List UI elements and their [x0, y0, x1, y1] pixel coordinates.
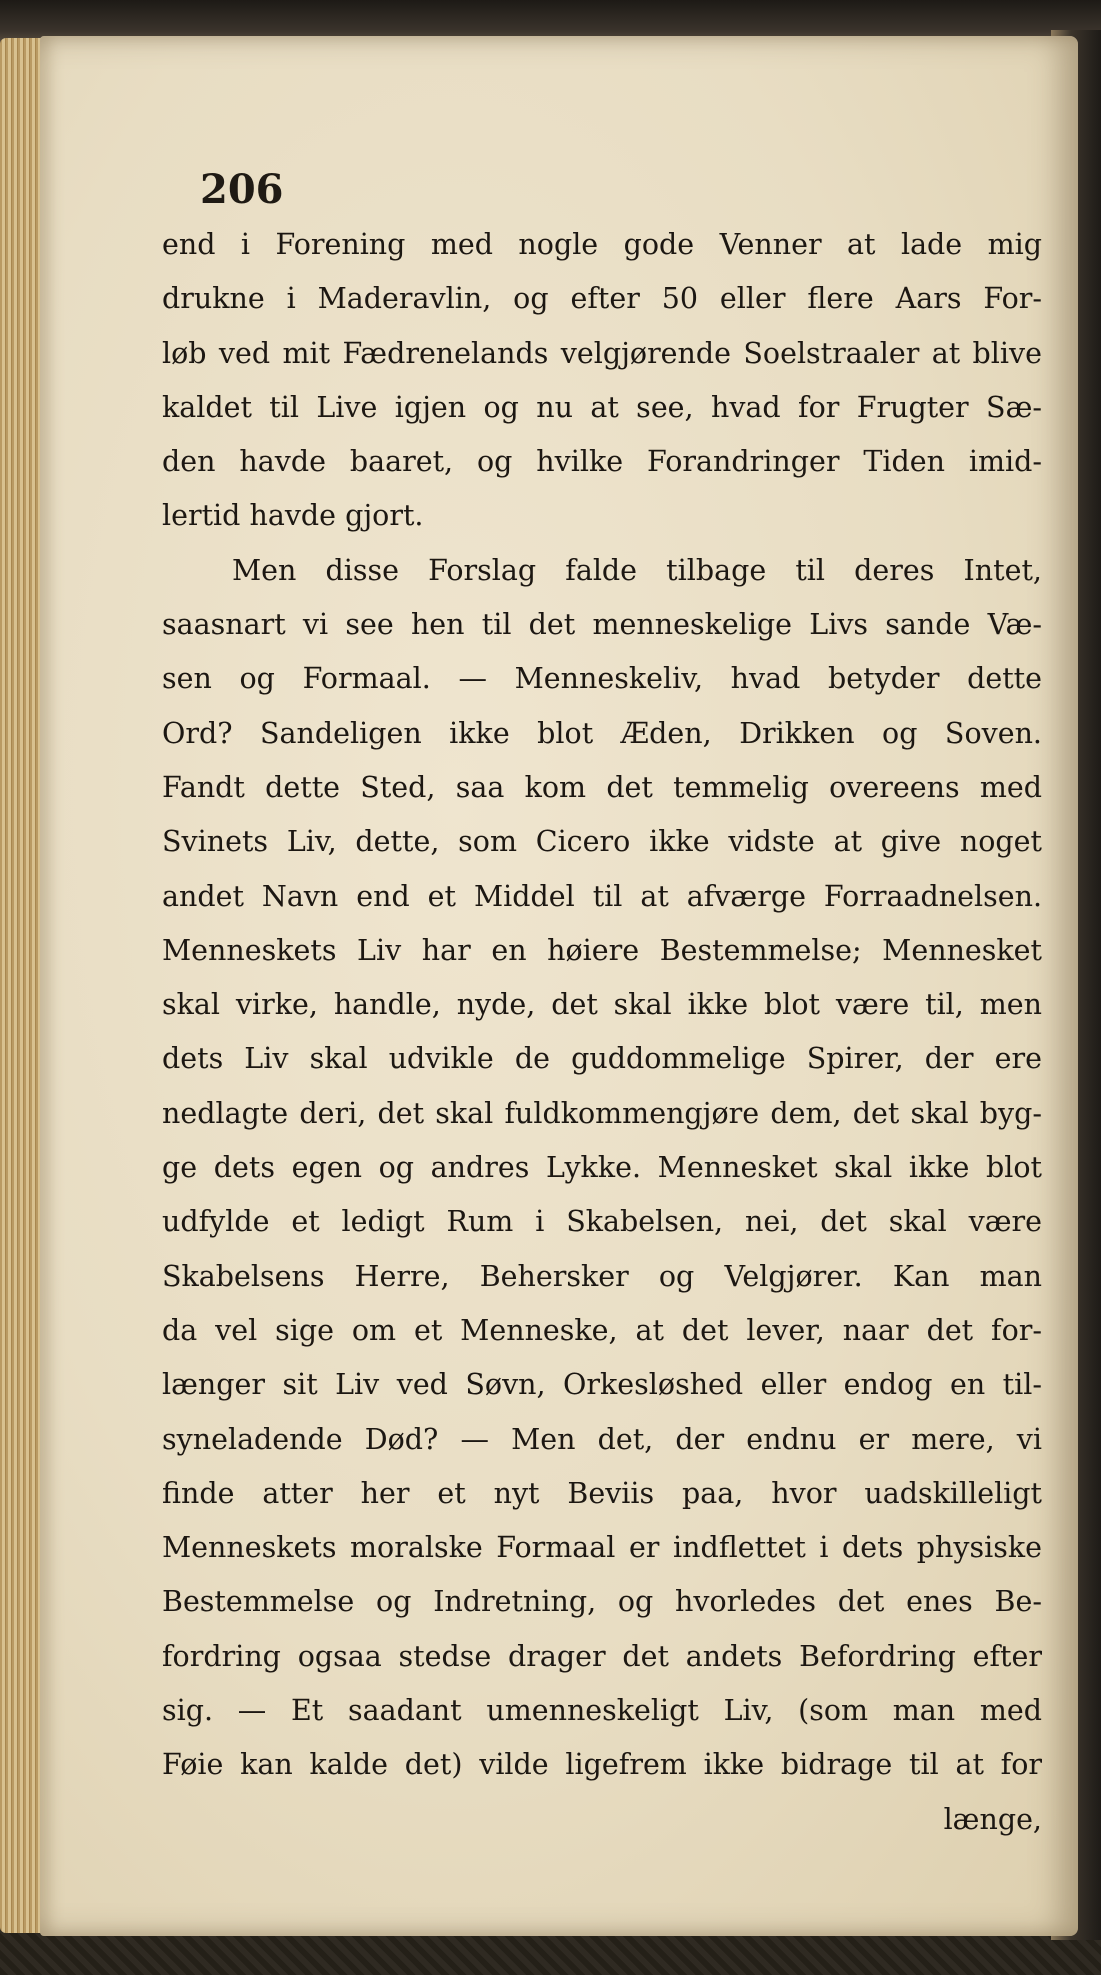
text-line: fordring ogsaa stedse drager det andets Befordring efter	[162, 1639, 1042, 1673]
text-line: dets Liv skal udvikle de guddommelige Spirer, der ere	[162, 1042, 1042, 1076]
page-body-text	[162, 218, 1042, 1847]
text-line: syneladende Død? — Men det, der endnu er mere, vi	[162, 1422, 1042, 1456]
text-line: længer sit Liv ved Søvn, Orkesløshed eller endog en til-	[162, 1368, 1042, 1402]
text-line: saasnart vi see hen til det menneskelige Livs sande Væ-	[162, 608, 1042, 642]
text-line: kaldet til Live igjen og nu at see, hvad for Frugter Sæ-	[162, 390, 1042, 424]
catchword: længe,	[943, 1802, 1042, 1836]
text-line: Ord? Sandeligen ikke blot Æden, Drikken og Soven.	[162, 716, 1042, 750]
text-line: løb ved mit Fædrenelands velgjørende Soelstraaler at blive	[162, 336, 1042, 370]
text-line: Fandt dette Sted, saa kom det temmelig overeens med	[162, 770, 1042, 804]
text-line: Svinets Liv, dette, som Cicero ikke vidste at give noget	[162, 825, 1042, 859]
text-line: andet Navn end et Middel til at afværge Forraadnelsen.	[162, 879, 1042, 913]
text-line: lertid havde gjort.	[162, 499, 424, 533]
text-line: sig. — Et saadant umenneskeligt Liv, (som man med	[162, 1694, 1042, 1728]
page-number: 206	[200, 166, 284, 213]
text-line: den havde baaret, og hvilke Forandringer Tiden imid-	[162, 445, 1042, 479]
text-line: Menneskets Liv har en høiere Bestemmelse; Mennesket	[162, 933, 1042, 967]
text-line: da vel sige om et Menneske, at det lever, naar det for-	[162, 1313, 1042, 1347]
paragraph-start-line: Men disse Forslag falde tilbage til deres Intet,	[232, 553, 1042, 587]
text-line: ge dets egen og andres Lykke. Mennesket skal ikke blot	[162, 1151, 1042, 1185]
text-line: Føie kan kalde det) vilde ligefrem ikke bidrage til at for	[162, 1748, 1042, 1782]
text-line: sen og Formaal. — Menneskeliv, hvad betyder dette	[162, 662, 1042, 696]
text-line: skal virke, handle, nyde, det skal ikke blot være til, men	[162, 988, 1042, 1022]
text-line: drukne i Maderavlin, og efter 50 eller flere Aars For-	[162, 282, 1042, 316]
text-line: Menneskets moralske Formaal er indflettet i dets physiske	[162, 1531, 1042, 1565]
text-line: Skabelsens Herre, Behersker og Velgjører. Kan man	[162, 1259, 1042, 1293]
text-line: Bestemmelse og Indretning, og hvorledes det enes Be-	[162, 1585, 1042, 1619]
text-line: udfylde et ledigt Rum i Skabelsen, nei, det skal være	[162, 1205, 1042, 1239]
text-line: finde atter her et nyt Beviis paa, hvor uadskilleligt	[162, 1476, 1042, 1510]
text-line: end i Forening med nogle gode Venner at lade mig	[162, 228, 1042, 261]
text-line: nedlagte deri, det skal fuldkommengjøre dem, det skal byg-	[162, 1096, 1042, 1130]
